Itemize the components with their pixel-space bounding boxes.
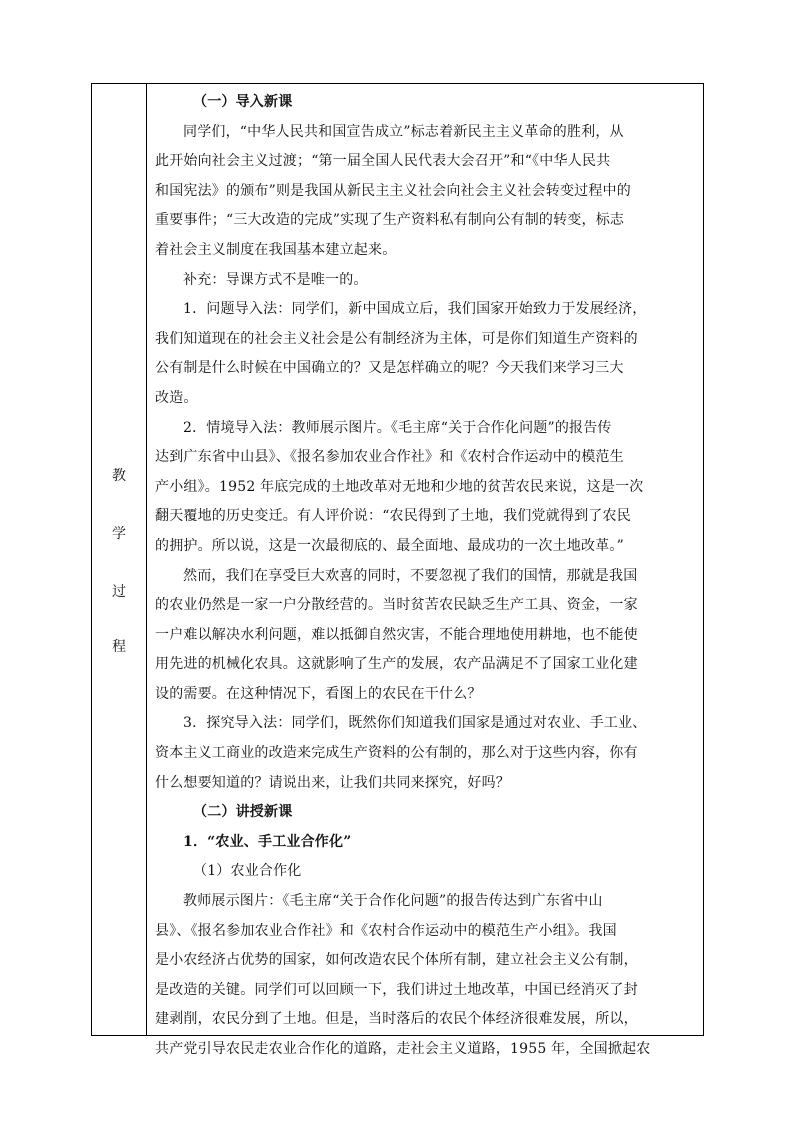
text-line: 达到广东省中山县》、《报名参加农业合作社》和《农村合作运动中的模范生	[155, 449, 624, 466]
text-line: 建剥削，农民分到了土地。但是，当时落后的农民个体经济很难发展，所以，	[155, 1011, 638, 1028]
text-line: 此开始向社会主义过渡；“第一届全国人民代表大会召开”和“《中华人民共	[155, 153, 611, 170]
section-heading: （二）讲授新课	[193, 804, 293, 821]
text-line: 是小农经济占优势的国家，如何改造农民个体所有制，建立社会主义公有制，	[155, 952, 638, 969]
text-line: 一户难以解决水利问题，难以抵御自然灾害，不能合理地使用耕地，也不能使	[155, 626, 638, 643]
lesson-content-cell	[155, 88, 697, 1065]
text-line: 然而，我们在享受巨大欢喜的同时，不要忽视了我们的国情，那就是我国	[183, 567, 638, 584]
text-line: 公有制是什么时候在中国确立的？又是怎样确立的呢？今天我们来学习三大	[155, 360, 624, 377]
text-line: 着社会主义制度在我国基本建立起来。	[155, 241, 397, 258]
label-char-3: 过	[112, 584, 126, 600]
text-line: 2．情境导入法：教师展示图片。《毛主席“关于合作化问题”的报告传	[183, 419, 612, 436]
section-heading: （一）导入新课	[193, 94, 293, 110]
text-line: 设的需要。在这种情况下，看图上的农民在干什么？	[155, 685, 482, 702]
text-line: 重要事件；“三大改造的完成”实现了生产资料私有制向公有制的转变，标志	[155, 212, 625, 229]
text-line: 翻天覆地的历史变迁。有人评价说：“农民得到了土地，我们党就得到了农民	[155, 508, 631, 525]
label-char-1: 教	[112, 468, 126, 484]
text-line: 我们知道现在的社会主义社会是公有制经济为主体，可是你们知道生产资料的	[155, 330, 638, 347]
label-char-4: 程	[112, 639, 126, 655]
text-line: 县》、《报名参加农业合作社》和《农村合作运动中的模范生产小组》。我国	[155, 922, 617, 939]
text-line: 的拥护。所以说，这是一次最彻底的、最全面地、最成功的一次土地改革。”	[155, 537, 624, 554]
label-char-2: 学	[112, 526, 126, 542]
text-line: （1）农业合作化	[193, 863, 302, 880]
text-line: 共产党引导农民走农业合作化的道路，走社会主义道路，1955 年，全国掀起农	[155, 1041, 651, 1057]
subsection-heading: 1．“农业、手工业合作化”	[183, 833, 352, 850]
text-line: 同学们，“中华人民共和国宣告成立”标志着新民主主义革命的胜利，从	[183, 123, 624, 140]
text-line: 是改造的关键。同学们可以回顾一下，我们讲过土地改革，中国已经消灭了封	[155, 981, 638, 998]
text-line: 和国宪法》的颁布”则是我国从新民主主义社会向社会主义社会转变过程中的	[155, 182, 631, 199]
text-line: 资本主义工商业的改造来完成生产资料的公有制的，那么对于这些内容，你有	[155, 745, 638, 762]
text-line: 1．问题导入法：同学们，新中国成立后，我们国家开始致力于发展经济，	[183, 301, 647, 318]
text-line: 什么想要知道的？请说出来，让我们共同来探究，好吗？	[155, 774, 510, 791]
text-line: 补充：导课方式不是唯一的。	[183, 271, 368, 288]
text-line: 产小组》。1952 年底完成的土地改革对无地和少地的贫苦农民来说，这是一次	[155, 478, 644, 495]
text-line: 3．探究导入法：同学们，既然你们知道我们国家是通过对农业、手工业、	[183, 715, 647, 732]
text-line: 改造。	[155, 389, 198, 406]
text-line: 教师展示图片：《毛主席“关于合作化问题”的报告传达到广东省中山	[183, 893, 603, 910]
column-divider	[146, 83, 147, 1036]
text-line: 的农业仍然是一家一户分散经营的。当时贫苦农民缺乏生产工具、资金，一家	[155, 597, 638, 614]
section-label-cell	[92, 84, 146, 1035]
text-line: 用先进的机械化农具。这就影响了生产的发展，农产品满足不了国家工业化建	[155, 656, 638, 673]
